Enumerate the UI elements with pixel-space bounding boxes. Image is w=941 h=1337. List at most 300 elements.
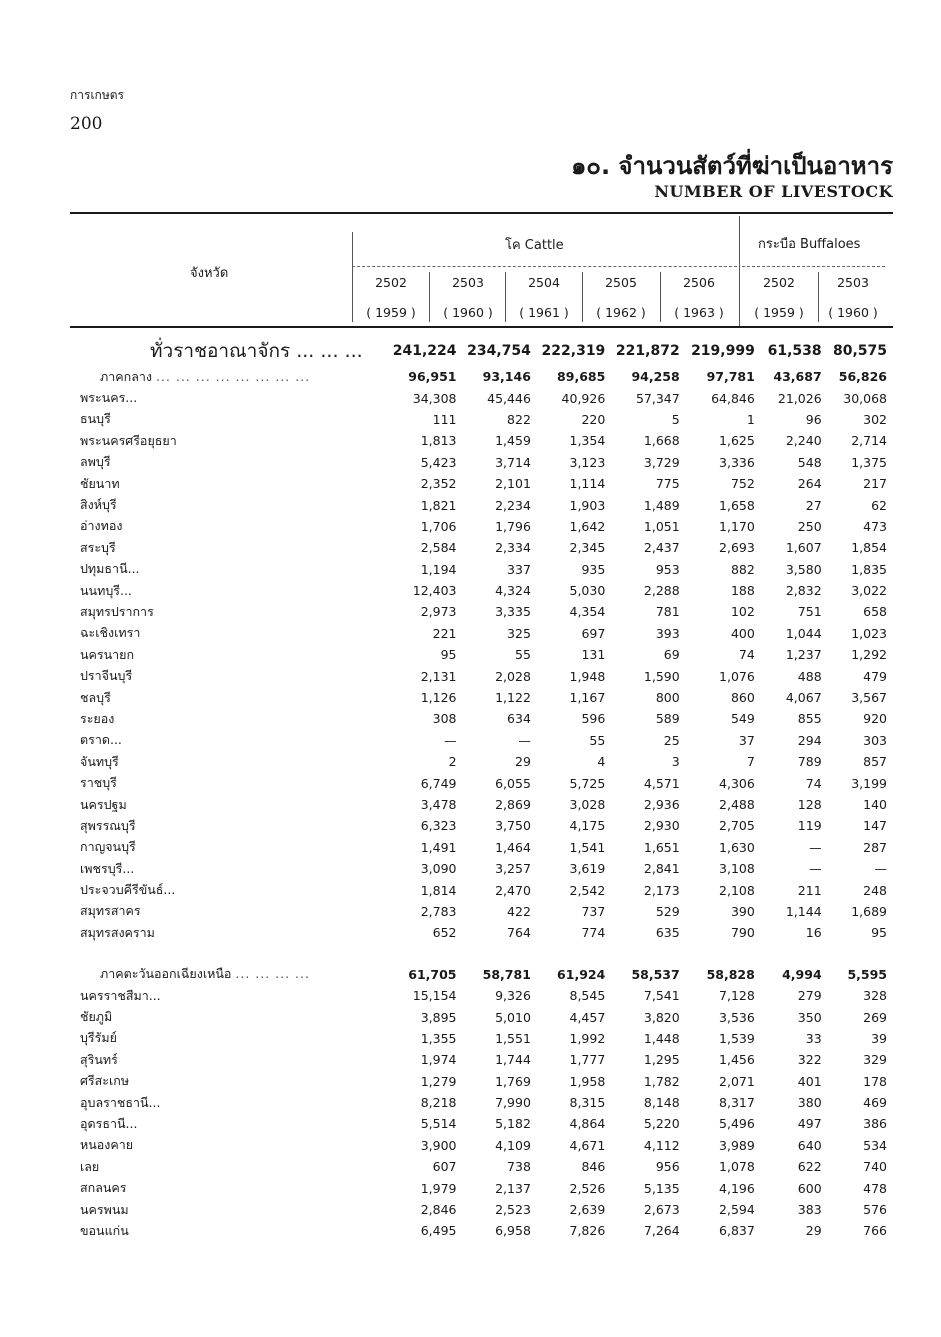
cell: 1,122: [495, 690, 531, 706]
cell: 7,541: [643, 988, 680, 1004]
cell: 2,526: [569, 1180, 606, 1196]
cell: 3,257: [495, 861, 531, 877]
cell: 822: [507, 411, 531, 427]
province-name: ชัยนาท: [80, 475, 120, 491]
cell: 488: [797, 668, 822, 684]
year-header: 2504: [528, 275, 560, 290]
cell: 58,537: [631, 966, 680, 982]
cell: 2,846: [420, 1202, 457, 1218]
cell: 380: [797, 1095, 822, 1111]
cell: 1,539: [719, 1030, 755, 1046]
cell: 5: [671, 411, 680, 427]
cell: 4,457: [569, 1009, 606, 1025]
cell: 1,668: [643, 433, 680, 449]
province-name: อ่างทอง: [80, 518, 123, 534]
cell: 2,673: [643, 1202, 680, 1218]
region-name: ภาคกลาง: [100, 368, 152, 384]
cell: 2,832: [785, 583, 822, 599]
cell: 2,523: [495, 1202, 531, 1218]
cell: 2,594: [719, 1202, 755, 1218]
cell: 5,030: [569, 583, 606, 599]
cell: 5,496: [719, 1116, 755, 1132]
table-top-rule: [70, 212, 893, 214]
cell: 4,324: [495, 583, 531, 599]
cell: 9,326: [495, 988, 531, 1004]
table-row: [70, 601, 893, 622]
cell: 737: [581, 903, 606, 919]
cell: 781: [655, 604, 680, 620]
cell: 2,173: [643, 882, 680, 898]
cell: 2,584: [420, 540, 457, 556]
cell: 128: [797, 797, 822, 812]
cell: 2,334: [495, 540, 531, 556]
cell: 2,488: [719, 797, 755, 812]
cell: 80,575: [832, 343, 887, 359]
region-name: ภาคตะวันออกเฉียงเหนือ: [100, 966, 232, 982]
table-row: [70, 879, 893, 900]
leader-dots: ... ... ... ... ... ... ... ...: [155, 368, 311, 384]
year-header: 2502: [375, 275, 407, 290]
cell: 4,354: [569, 604, 606, 620]
cell: 328: [863, 988, 887, 1004]
table-title-thai: ๑๐. จำนวนสัตว์ที่ฆ่าเป็นอาหาร: [571, 152, 893, 180]
cell: 422: [507, 903, 531, 919]
cell: 1,607: [785, 540, 822, 556]
cell: 576: [863, 1202, 887, 1218]
page-number: 200: [70, 114, 103, 134]
cell: 1,777: [569, 1052, 606, 1068]
cell: 3,090: [420, 861, 457, 877]
cell: 3,619: [569, 861, 606, 877]
cell: 1,355: [420, 1030, 457, 1046]
province-name: ประจวบคีรีขันธ์...: [80, 882, 176, 898]
cell: 2,240: [785, 433, 822, 449]
cell: 1,796: [495, 518, 531, 534]
year-header-ce: ( 1959 ): [754, 305, 804, 320]
province-name: นนทบุรี...: [80, 582, 132, 598]
cell: 3,567: [851, 690, 887, 706]
cell: 7: [746, 754, 755, 770]
table-row-region: [70, 366, 893, 387]
cell: 131: [581, 647, 606, 663]
cell: 95: [440, 647, 457, 663]
cell: 6,323: [420, 818, 457, 834]
cell: 6,495: [420, 1223, 457, 1239]
cell: 5,182: [495, 1116, 531, 1132]
cell: 3,199: [851, 775, 887, 791]
row-label: [70, 366, 388, 387]
cell: 635: [655, 925, 680, 941]
cell: 2,869: [495, 797, 531, 812]
province-name: ปราจีนบุรี: [80, 668, 133, 684]
cell: 55: [515, 647, 531, 663]
year-header-ce: ( 1959 ): [366, 305, 416, 320]
cell: 2: [448, 754, 457, 770]
cell: 5,725: [569, 775, 606, 791]
province-name: อุบลราชธานี...: [80, 1094, 161, 1110]
cell: 8,315: [569, 1095, 606, 1111]
cell: 390: [730, 903, 755, 919]
cell: 1: [746, 411, 755, 427]
cell: 1,948: [569, 668, 606, 684]
cell: 386: [863, 1116, 887, 1132]
cell: 2,137: [495, 1180, 531, 1196]
cell: 2,936: [643, 797, 680, 812]
table-row: [70, 1113, 893, 1134]
cell: 5,514: [420, 1116, 457, 1132]
province-name: นครปฐม: [80, 796, 127, 812]
cell: 45,446: [487, 390, 531, 406]
cell: 74: [738, 647, 755, 663]
cell: 8,317: [719, 1095, 755, 1111]
cell: 473: [863, 518, 887, 534]
cell: 1,292: [851, 647, 887, 663]
cell: 401: [797, 1073, 822, 1089]
livestock-table: [70, 336, 893, 1242]
cell: 6,749: [420, 775, 457, 791]
header-divider: [429, 272, 430, 322]
cell: 30,068: [843, 390, 887, 406]
table-row: [70, 473, 893, 494]
cell: 800: [655, 690, 680, 706]
cell: 7,826: [569, 1223, 606, 1239]
cell: 658: [863, 604, 887, 620]
cell: 62: [871, 497, 887, 513]
cell: 222,319: [541, 343, 606, 359]
table-row: [70, 772, 893, 793]
province-name: พระนครศรีอยุธยา: [80, 432, 177, 448]
cell: 2,028: [495, 668, 531, 684]
cell: 6,055: [495, 775, 531, 791]
table-row: [70, 751, 893, 772]
cell: 479: [863, 668, 887, 684]
province-name: กาญจนบุรี: [80, 839, 136, 855]
cell: 751: [797, 604, 822, 620]
province-name: ธนบุรี: [80, 411, 111, 427]
cell: 3,028: [569, 797, 606, 812]
province-name: สมุทรสงคราม: [80, 924, 155, 940]
cell: 8,545: [569, 988, 606, 1004]
cell: 1,489: [643, 497, 680, 513]
cell: 622: [797, 1159, 822, 1175]
cell: 5,220: [643, 1116, 680, 1132]
province-name: เลย: [80, 1158, 100, 1174]
cell: 5,010: [495, 1009, 531, 1025]
cell: 56,826: [838, 369, 887, 385]
table-row: [70, 1049, 893, 1070]
province-name: สิงห์บุรี: [80, 497, 117, 513]
province-name: สมุทรสาคร: [80, 903, 141, 919]
cell: 3,108: [719, 861, 755, 877]
cell: 21,026: [777, 390, 822, 406]
cell: 7,990: [495, 1095, 531, 1111]
table-row: [70, 1156, 893, 1177]
cell: 1,744: [495, 1052, 531, 1068]
table-row: [70, 1220, 893, 1241]
cell: —: [518, 732, 531, 748]
cell: 3,729: [643, 454, 680, 470]
cell: 241,224: [392, 343, 457, 359]
table-title-english: NUMBER OF LIVESTOCK: [654, 182, 893, 201]
cell: 1,237: [785, 647, 822, 663]
province-name: เพชรบุรี...: [80, 860, 135, 876]
section-name: การเกษตร: [70, 88, 124, 102]
cell: 789: [797, 754, 822, 770]
cell: 497: [797, 1116, 822, 1132]
cell: 549: [730, 711, 755, 727]
year-header-ce: ( 1960 ): [828, 305, 878, 320]
table-row: [70, 901, 893, 922]
cell: 1,821: [420, 497, 457, 513]
table-row: [70, 1199, 893, 1220]
province-name: ชลบุรี: [80, 689, 111, 705]
cell: 1,813: [420, 433, 457, 449]
cell: 55: [589, 732, 606, 748]
cell: 3,123: [569, 454, 606, 470]
leader-dots: ... ... ... ...: [235, 966, 310, 982]
cell: 1,992: [569, 1030, 606, 1046]
cell: 1,854: [851, 540, 887, 556]
cell: 111: [432, 411, 457, 427]
cell: 95: [871, 925, 887, 941]
cell: 634: [507, 711, 531, 727]
cell: 1,456: [719, 1052, 755, 1068]
cell: 57,347: [635, 390, 680, 406]
cell: 2,345: [569, 540, 606, 556]
cell: 529: [655, 903, 680, 919]
table-spacer: [70, 944, 893, 964]
cell: 790: [730, 925, 755, 941]
cell: 775: [655, 476, 680, 492]
province-name: ขอนแก่น: [80, 1222, 129, 1238]
cell: 3,989: [719, 1137, 755, 1153]
cell: 3,536: [719, 1009, 755, 1025]
cell: 1,023: [851, 625, 887, 641]
cell: 4,671: [569, 1137, 606, 1153]
cell: 3,750: [495, 818, 531, 834]
cell: 4,067: [785, 690, 822, 706]
cell: 1,464: [495, 839, 531, 855]
cell: 37: [738, 732, 755, 748]
cell: 3,895: [420, 1009, 457, 1025]
province-name: จันทบุรี: [80, 753, 119, 769]
cell: 58,828: [706, 966, 755, 982]
cell: 61,705: [408, 966, 457, 982]
cell: 956: [655, 1159, 680, 1175]
table-row: [70, 687, 893, 708]
province-name: สุพรรณบุรี: [80, 817, 136, 833]
cell: 400: [730, 625, 755, 641]
cell: —: [809, 861, 822, 877]
province-name: ชัยภูมิ: [80, 1009, 113, 1025]
group-header-buffaloes: กระบือ Buffaloes: [758, 237, 861, 252]
cell: 16: [805, 925, 822, 941]
cell: 39: [871, 1030, 887, 1046]
year-header: 2503: [837, 275, 869, 290]
province-name: ปทุมธานี...: [80, 561, 140, 577]
cell: 1,974: [420, 1052, 457, 1068]
header-divider: [660, 272, 661, 322]
table-row: [70, 580, 893, 601]
cell: 7,128: [719, 988, 755, 1004]
cell: 1,642: [569, 518, 606, 534]
cell: 350: [797, 1009, 822, 1025]
header-bottom-rule: [70, 326, 893, 328]
cell: —: [874, 861, 887, 877]
table-row: [70, 1092, 893, 1113]
cell: 3,900: [420, 1137, 457, 1153]
cell: 219,999: [691, 343, 755, 359]
table-row: [70, 537, 893, 558]
table-row: [70, 494, 893, 515]
cell: 478: [863, 1180, 887, 1196]
cell: 738: [507, 1159, 531, 1175]
cell: 279: [797, 988, 822, 1004]
year-header-ce: ( 1962 ): [596, 305, 646, 320]
table-row: [70, 1006, 893, 1027]
cell: 2,108: [719, 882, 755, 898]
cell: 89,685: [557, 369, 606, 385]
cell: 102: [730, 604, 755, 620]
table-row: [70, 1071, 893, 1092]
cell: 857: [863, 754, 887, 770]
cell: 6,958: [495, 1223, 531, 1239]
cell: 3: [671, 754, 680, 770]
cell: 1,625: [719, 433, 755, 449]
cell: 248: [863, 882, 887, 898]
cell: 2,071: [719, 1073, 755, 1089]
cell: 3,714: [495, 454, 531, 470]
year-header: 2506: [683, 275, 715, 290]
year-header: 2503: [452, 275, 484, 290]
year-header: 2502: [763, 275, 795, 290]
cell: 4: [597, 754, 606, 770]
cell: 1,170: [719, 518, 755, 534]
cell: 740: [863, 1159, 887, 1175]
table-row: [70, 730, 893, 751]
cell: 640: [797, 1137, 822, 1153]
cell: 3,335: [495, 604, 531, 620]
cell: 4,571: [643, 775, 680, 791]
province-name: ราชบุรี: [80, 775, 117, 791]
group-header-cattle: โค Cattle: [505, 238, 564, 253]
cell: 1,630: [719, 839, 755, 855]
cell: 1,958: [569, 1073, 606, 1089]
cell: 3,820: [643, 1009, 680, 1025]
province-name: อุดรธานี...: [80, 1115, 138, 1131]
cell: 64,846: [711, 390, 755, 406]
cell: 5,595: [847, 966, 887, 982]
cell: 2,973: [420, 604, 457, 620]
table-row: [70, 516, 893, 537]
cell: 1,448: [643, 1030, 680, 1046]
cell: 860: [730, 690, 755, 706]
province-name: สมุทรปราการ: [80, 603, 154, 619]
cell: 2,693: [719, 540, 755, 556]
province-name: ฉะเชิงเทรา: [80, 625, 141, 641]
cell: 40,926: [561, 390, 606, 406]
table-row: [70, 665, 893, 686]
cell: 96,951: [408, 369, 457, 385]
cell: 221,872: [615, 343, 680, 359]
cell: 119: [797, 818, 822, 834]
cell: 2,352: [420, 476, 457, 492]
cell: 1,541: [569, 839, 606, 855]
cell: 15,154: [412, 988, 457, 1004]
table-row: [70, 985, 893, 1006]
year-header-ce: ( 1963 ): [674, 305, 724, 320]
cell: 69: [663, 647, 680, 663]
cell: 2,930: [643, 818, 680, 834]
cell: 1,375: [851, 454, 887, 470]
cell: 1,354: [569, 433, 606, 449]
cell: —: [444, 732, 457, 748]
province-name: ลพบุรี: [80, 454, 111, 470]
cell: 774: [581, 925, 606, 941]
table-row: [70, 837, 893, 858]
cell: 2,234: [495, 497, 531, 513]
cell: 383: [797, 1202, 822, 1218]
cell: 589: [655, 711, 680, 727]
province-name: นครนายก: [80, 646, 135, 662]
table-row-region: [70, 964, 893, 985]
header-divider: [352, 232, 353, 322]
cell: 1,491: [420, 839, 457, 855]
cell: 96: [805, 411, 822, 427]
cell: 3,478: [420, 797, 457, 812]
cell: 29: [805, 1223, 822, 1239]
cell: 217: [863, 476, 887, 492]
cell: 5,423: [420, 454, 457, 470]
cell: 308: [432, 711, 457, 727]
cell: 211: [797, 882, 822, 898]
province-name: สกลนคร: [80, 1180, 127, 1196]
cell: 2,542: [569, 882, 606, 898]
table-row: [70, 708, 893, 729]
province-name: ตราด...: [80, 732, 122, 748]
cell: 1,044: [785, 625, 822, 641]
cell: 1,979: [420, 1180, 457, 1196]
cell: 287: [863, 839, 887, 855]
cell: 250: [797, 518, 822, 534]
cell: 764: [507, 925, 531, 941]
table-row: [70, 794, 893, 815]
cell: 178: [863, 1073, 887, 1089]
table-row: [70, 430, 893, 451]
cell: 303: [863, 732, 887, 748]
cell: 269: [863, 1009, 887, 1025]
cell: 2,714: [851, 433, 887, 449]
table-row: [70, 922, 893, 943]
cell: 1,903: [569, 497, 606, 513]
cell: 607: [432, 1159, 457, 1175]
cell: 1,782: [643, 1073, 680, 1089]
cell: 1,658: [719, 497, 755, 513]
cell: 6,837: [719, 1223, 755, 1239]
cell: 34,308: [412, 390, 457, 406]
cell: 1,689: [851, 903, 887, 919]
cell: 58,781: [482, 966, 531, 982]
cell: 294: [797, 732, 822, 748]
cell: 548: [797, 454, 822, 470]
cell: 652: [432, 925, 457, 941]
cell: 1,076: [719, 668, 755, 684]
table-row: [70, 387, 893, 408]
cell: 61,538: [767, 343, 822, 359]
province-name: สุรินทร์: [80, 1051, 118, 1067]
cell: 1,814: [420, 882, 457, 898]
cell: 8,218: [420, 1095, 457, 1111]
